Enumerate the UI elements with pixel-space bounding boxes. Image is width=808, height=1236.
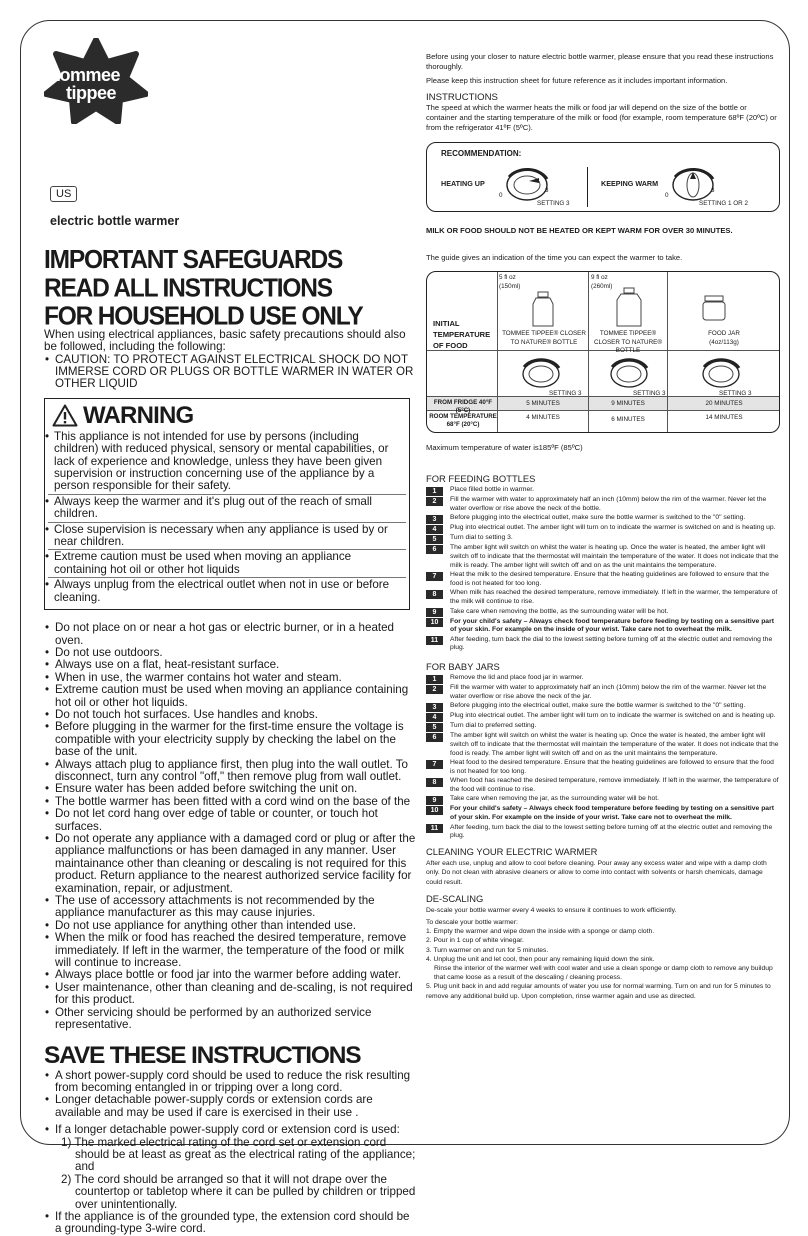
step-text: Heat the milk to the desired temperature. Ensure that the heating guidelines are followed to ensure that the food is not heated for too long. [450,571,769,588]
extension-subitem: 2) The cord should be arranged so that it will not drape over the countertop or tabletop where it can be pulled by children or tripped over unintentionally. [61,1172,416,1211]
step-row [426,759,780,777]
bottle-name: TOMMEE TIPPEE® CLOSER TO NATURE® BOTTLE [594,330,662,355]
step-text: After feeding, turn back the dial to the lowest setting before turning off at the electric outlet and removing the plug. [450,823,773,840]
safeguard-item: • Do not operate any appliance with a damaged cord or plug or after the appliance malfunctions or has been damaged in any manner. User maintainance other than cleaning or descaling is not required for this product. Return appliance to the nearest authorized service facility for examination, repair, or adjustment. [44,833,416,895]
safeguard-item: • Do not place on or near a hot gas or electric burner, or in a heated oven. [44,622,416,647]
step-number-badge: 8 [426,778,443,787]
step-text: The amber light will switch on whilst the water is heating up. Once the water is heated, the amber light will switch off to indicate that the thermostat will maintain the temperature of the water. It does not indicate that the milk is ready. The amber light will switch off and on as the unit maintains the temperature. [450,544,779,570]
food-jar-name: FOOD JAR (4oz/113g) [708,330,740,346]
heating-label: HEATING UP [441,178,485,188]
safeguard-list [44,622,416,1031]
safeguard-item: • Do not use appliance for anything other than intended use. [44,920,416,932]
step-row [426,722,780,732]
baby-jars-heading: FOR BABY JARS [426,661,500,673]
grounded-item: • If the appliance is of the grounded type, the extension cord should be a grounding-type 3-wire cord. [44,1211,416,1236]
step-number-badge: 1 [426,487,443,496]
milk-warning: MILK OR FOOD SHOULD NOT BE HEATED OR KEPT WARM FOR OVER 30 MINUTES. [426,225,733,235]
step-number-badge: 2 [426,497,443,506]
recommendation-box [426,142,780,212]
guide-table [426,271,780,433]
step-row [426,486,780,496]
right-column [426,52,780,1001]
safeguard-item: • Before plugging in the warmer for the first-time ensure the voltage is compatible with your electricity supply by checking the label on the base of the unit. [44,721,416,758]
time-cell: 5 MINUTES [526,400,560,408]
step-row [426,795,780,805]
setting-label: SETTING 3 [549,390,582,398]
cord-item: • Longer detachable power-supply cords or extension cords are available and may be used if care is exercised in their use . [44,1094,416,1119]
descaling-step-extra [426,964,780,982]
step-number-badge: 5 [426,723,443,732]
step-text: Heat food to the desired temperature. Ensure that the heating guidelines are followed to ensure that the food is not heated for too long. [450,759,774,776]
safeguard-item: • Always use on a flat, heat-resistant surface. [44,659,416,671]
descaling-heading: DE-SCALING [426,892,484,904]
descaling-step: 3. Turn warmer on and run for 5 minutes. [426,946,549,954]
warning-box [44,398,410,610]
warning-title: WARNING [83,401,194,429]
dial-min-label: 0 [665,191,669,199]
right-intro-2: Please keep this instruction sheet for future reference as it includes important information. [426,75,728,85]
warning-item: • Close supervision is necessary when any appliance is used by or near children. [48,524,406,551]
step-number-badge: 10 [426,618,443,627]
safeguard-item: • Always attach plug to appliance first, then plug into the wall outlet. To disconnect, turn any control "off," then remove plug from wall outlet. [44,759,416,784]
safeguard-item: • Always place bottle or food jar into the warmer before adding water. [44,969,416,981]
step-number-badge: 7 [426,760,443,769]
step-number-badge: 11 [426,636,443,645]
descaling-step: 4. Unplug the unit and let cool, then pour any remaining liquid down the sink. [426,955,655,963]
col-line [497,272,498,432]
safeguard-item: • When the milk or food has reached the desired temperature, remove immediately. If left in the warmer, the temperature of the food or milk will continue to increase. [44,932,416,969]
bottle-icon [529,290,557,328]
safeguard-item: • Do not use outdoors. [44,647,416,659]
descaling-step: 2. Pour in 1 cup of white vinegar. [426,937,524,945]
time-cell: 4 MINUTES [526,414,560,422]
step-text: Before plugging into the electrical outlet, make sure the bottle warmer is switched to the "0" setting. [450,702,746,710]
main-title [44,246,416,331]
step-text: Plug into electrical outlet. The amber light will turn on to indicate the warmer is switched on and is heating up. [450,524,776,532]
extension-item: • If a longer detachable power-supply cord or extension cord is used: [44,1124,416,1136]
step-row [426,674,780,684]
title-line: FOR HOUSEHOLD USE ONLY [44,302,363,332]
bottle-name: TOMMEE TIPPEE® CLOSER TO NATURE® BOTTLE [502,330,586,346]
step-row [426,702,780,712]
safeguard-item: • Ensure water has been added before switching the unit on. [44,783,416,795]
step-row [426,524,780,534]
time-cell: 9 MINUTES [611,400,645,408]
caution-item: • CAUTION: TO PROTECT AGAINST ELECTRICAL SHOCK DO NOT IMMERSE CORD OR PLUGS OR BOTTLE WARMER IN WATER OR OTHER LIQUID [44,354,416,391]
warning-list [48,431,406,605]
warning-header [52,403,406,429]
time-cell: 6 MINUTES [611,416,645,424]
step-row [426,824,780,842]
grounded-list [44,1211,416,1236]
descaling-step-extra-text: Rinse the interior of the warmer well with cool water and use a clean sponge or damp cloth to remove any buildup that came loose as a result of the descaling / cleaning process. [434,964,773,982]
step-text: Before plugging into the electrical outlet, make sure the bottle warmer is switched to the "0" setting. [450,514,746,522]
time-cell: 14 MINUTES [705,414,743,422]
step-text: Fill the warmer with water to approximately half an inch (10mm) below the rim of the warmer. Never let the water overflow or rise above the neck of the bottle. [450,496,767,513]
step-row [426,712,780,722]
cord-item: • A short power-supply cord should be used to reduce the risk resulting from becoming entangled in or tripping over a long cord. [44,1070,416,1095]
time-cell: 20 MINUTES [705,400,743,408]
step-row [426,618,780,636]
keeping-label: KEEPING WARM [601,178,659,188]
safeguard-item: • Do not let cord hang over edge of table or counter, or touch hot surfaces. [44,808,416,833]
setting-label: SETTING 3 [633,390,666,398]
descaling-lead: To descale your bottle warmer: [426,918,518,926]
step-row [426,571,780,589]
step-number-badge: 3 [426,515,443,524]
descaling-step: 5. Plug unit back in and add regular amounts of water you use for normal warming. Turn on and run for 5 minutes to remove any additional build up. Upon completion, rinse warmer again and use as directed. [426,983,771,1000]
bottle-size: 9 fl oz (260ml) [591,274,613,290]
step-text: Plug into electrical outlet. The amber light will turn on to indicate the warmer is switched on and is heating up. [450,712,776,720]
step-row [426,544,780,570]
step-number-badge: 6 [426,733,443,742]
dial-setting-1-2-icon [665,165,721,203]
step-row [426,514,780,524]
step-number-badge: 6 [426,545,443,554]
step-text: Fill the warmer with water to approximately half an inch (10mm) below the rim of the warmer. Never let the water overflow or rise above the neck of the jar. [450,684,767,701]
recommendation-title: RECOMMENDATION: [441,148,522,158]
guide-intro: The guide gives an indication of the time you can expect the warmer to take. [426,252,683,262]
product-name: electric bottle warmer [50,214,180,228]
descaling-step: 1. Empty the warmer and wipe down the inside with a sponge or damp cloth. [426,928,655,936]
step-row [426,732,780,758]
instructions-heading: INSTRUCTIONS [426,91,498,103]
step-number-badge: 10 [426,806,443,815]
dial-setting-3-icon [499,165,555,203]
feeding-bottles-heading: FOR FEEDING BOTTLES [426,473,536,485]
save-title: SAVE THESE INSTRUCTIONS [44,1041,361,1069]
step-text: Place filled bottle in warmer. [450,486,535,494]
heating-setting: SETTING 3 [537,199,570,207]
safeguard-item: • Other servicing should be performed by an authorized service representative. [44,1007,416,1032]
step-number-badge: 5 [426,535,443,544]
setting-label: SETTING 3 [719,390,752,398]
extension-sublist [44,1137,416,1211]
warning-item: • Extreme caution must be used when moving an appliance containing hot oil or other hot liquids [48,551,406,578]
cleaning-text: After each use, unplug and allow to cool before cleaning. Pour away any excess water and wipe with a damp cloth only. Do not clean with abrasive cleaners or allow to come into contact with solvents or harsh chemicals, damage could result. [426,860,767,886]
step-number-badge: 1 [426,675,443,684]
step-number-badge: 9 [426,608,443,617]
row-label: FROM FRIDGE 40°F (5°C) [433,399,493,415]
dial-min-label: 0 [499,191,503,199]
step-number-badge: 7 [426,572,443,581]
warning-triangle-icon [52,404,78,427]
dial-setting-3-icon [603,356,655,390]
warning-item: • This appliance is not intended for use by persons (including children) with reduced physical, sensory or mental capabilities, or lack of experience and knowledge, unless they have been given supervision or instruction concerning use of the appliance by a person responsible for their safety. [48,431,406,495]
dial-max-label: 3 [545,186,549,194]
warning-item: • Always keep the warmer and it's plug out of the reach of small children. [48,496,406,523]
keeping-setting: SETTING 1 OR 2 [699,199,748,207]
dial-setting-3-icon [695,356,747,390]
brand-logo [44,38,148,124]
region-badge: US [50,186,77,202]
intro-text: When using electrical appliances, basic safety precautions should also be followed, including the following: [44,328,406,354]
dial-setting-3-icon [515,356,567,390]
logo-text-line1: tommee [54,65,121,85]
step-number-badge: 4 [426,713,443,722]
feeding-bottles-steps [426,486,780,653]
left-column [44,38,416,1236]
step-number-badge: 9 [426,796,443,805]
bottle-size: 5 fl oz (150ml) [499,274,521,290]
step-text: The amber light will switch on whilst the water is heating up. Once the water is heated, the amber light will switch off to indicate that the thermostat will maintain the temperature of the water. It does not indicate that the food is ready. The amber light will switch off and on as the unit maintains the temperature. [450,732,779,757]
step-row [426,589,780,607]
safeguard-item: • User maintenance, other than cleaning and de-scaling, is not required for this product. [44,982,416,1007]
large-bottle-icon [613,286,645,328]
safeguard-item: • When in use, the warmer contains hot water and steam. [44,672,416,684]
step-number-badge: 11 [426,824,443,833]
step-row [426,805,780,823]
cleaning-heading: CLEANING YOUR ELECTRIC WARMER [426,846,598,858]
extension-subitem: 1) The marked electrical rating of the cord set or extension cord should be at least as great as the electrical rating of the appliance; and [61,1135,416,1174]
cord-list [44,1070,416,1137]
step-number-badge: 3 [426,703,443,712]
baby-jars-steps [426,674,780,841]
step-text: Take care when removing the jar, as the surrounding water will be hot. [450,795,659,803]
safeguard-item: • Do not touch hot surfaces. Use handles and knobs. [44,709,416,721]
step-text: For your child's safety – Always check food temperature before feeding by testing on a sensitive part of your skin. For example on the inside of your wrist. Take care not to overheat the milk. [450,617,774,634]
step-text: Take care when removing the bottle, as the surrounding water will be hot. [450,607,669,615]
step-row [426,777,780,795]
step-number-badge: 2 [426,685,443,694]
dial-max-label: 3 [711,186,715,194]
instructions-text: The speed at which the warmer heats the milk or food jar will depend on the size of the bottle or container and the starting temperature of the milk or food (for example, room temperature 68ºF (20ºC) or from the refrigerator 41ºF (5ºC). [426,102,777,133]
row-label: ROOM TEMPERATURE 68°F (20°C) [429,413,497,429]
step-row [426,636,780,654]
step-text: Turn dial to setting 3. [450,534,513,542]
step-text: For your child's safety – Always check food temperature before feeding by testing on a sensitive part of your skin. For example on the inside of your wrist. Take care not to overheat the milk. [450,805,774,822]
step-number-badge: 8 [426,590,443,599]
step-row [426,608,780,618]
divider [587,167,588,207]
title-line: IMPORTANT SAFEGUARDS [44,245,343,275]
step-row [426,684,780,702]
safeguard-item: • Extreme caution must be used when moving an appliance containing hot oil or other hot liquids. [44,684,416,709]
step-number-badge: 4 [426,525,443,534]
step-text: When milk has reached the desired temperature, remove immediately. If left in the warmer, the temperature of the milk will continue to rise. [450,589,778,606]
food-jar-icon [701,294,727,322]
step-text: Turn dial to preferred setting. [450,722,537,730]
step-row [426,534,780,544]
step-text: When food has reached the desired temperature, remove immediately. If left in the warmer, the temperature of the food will continue to rise. [450,777,779,794]
title-line: READ ALL INSTRUCTIONS [44,274,332,303]
logo-text-line2: tippee [66,83,117,103]
caution-list [44,354,416,391]
warning-item: • Always unplug from the electrical outlet when not in use or before cleaning. [48,579,406,605]
step-text: After feeding, turn back the dial to the lowest setting before turning off at the electric outlet and removing the plug. [450,635,773,652]
col-line [667,272,668,432]
right-intro-1: Before using your closer to nature electric bottle warmer, please ensure that you read these instructions thoroughly. [426,52,774,72]
row-header: INITIAL TEMPERATURE OF FOOD [433,319,491,351]
step-text: Remove the lid and place food jar in warmer. [450,674,584,682]
safeguard-item: • The use of accessory attachments is not recommended by the appliance manufacturer as this may cause injuries. [44,895,416,920]
step-row [426,496,780,514]
max-temp: Maximum temperature of water is185ºF (85ºC) [426,443,583,453]
safeguard-item: • The bottle warmer has been fitted with a cord wind on the base of the [44,796,416,808]
descaling-intro: De-scale your bottle warmer every 4 weeks to ensure it continues to work efficiently. [426,906,677,914]
